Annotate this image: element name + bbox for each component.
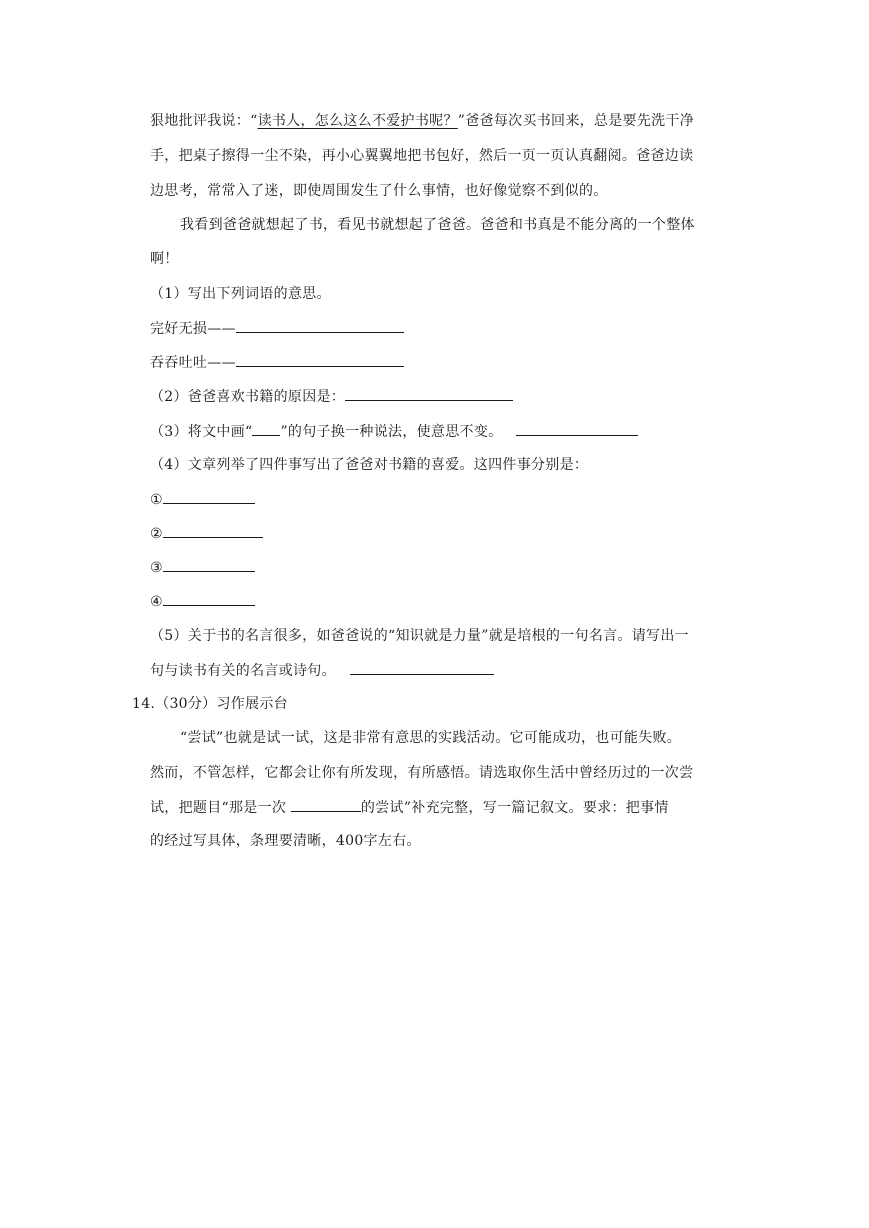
question-2	[150, 386, 513, 407]
question-1: （1）写出下列词语的意思。	[150, 286, 331, 302]
question-text: 试，把题目“那是一次	[150, 800, 291, 816]
question-3	[150, 421, 638, 442]
passage-line-4: 我看到爸爸就想起了书，看见书就想起了爸爸。爸爸和书真是不能分离的一个整体	[180, 217, 695, 233]
answer-blank[interactable]	[345, 386, 513, 401]
answer-blank[interactable]	[350, 660, 494, 675]
term-label: 完好无损——	[150, 321, 236, 337]
question-5-line-2	[150, 660, 494, 681]
underline-mark	[252, 425, 280, 436]
answer-blank[interactable]	[516, 421, 638, 436]
question-4-item-1	[150, 489, 255, 510]
answer-blank[interactable]	[236, 352, 404, 367]
question-1-a	[150, 318, 404, 339]
question-text: 的尝试”补充完整，写一篇记叙文。要求：把事情	[360, 800, 669, 816]
question-14-line-1: “尝试”也就是试一试，这是非常有意思的实践活动。它可能成功，也可能失败。	[180, 730, 682, 746]
question-4-item-4	[150, 591, 255, 612]
question-4-item-2	[150, 523, 263, 544]
question-1-b	[150, 352, 404, 373]
question-text: （3）将文中画“	[150, 424, 253, 440]
passage-text: ”爸爸每次买书回来，总是要先洗干净	[457, 113, 695, 129]
question-5-line-1: （5）关于书的名言很多，如爸爸说的“知识就是力量”就是培根的一句名言。请写出一	[150, 628, 689, 644]
passage-line-5: 啊！	[150, 251, 179, 267]
question-14-line-2: 然而，不管怎样，它都会让你有所发现，有所感悟。请选取你生活中曾经历过的一次尝	[150, 765, 694, 781]
question-14-title: 14.（30分）习作展示台	[132, 696, 288, 712]
answer-blank[interactable]	[163, 489, 255, 504]
item-number: ②	[150, 526, 163, 542]
passage-line-1	[150, 111, 694, 131]
answer-blank[interactable]	[163, 591, 255, 606]
passage-text: 狠地批评我说：“	[150, 113, 258, 129]
item-number: ④	[150, 594, 163, 610]
title-blank[interactable]	[291, 797, 361, 812]
question-4-item-3	[150, 557, 255, 578]
question-text: ”的句子换一种说法，使意思不变。	[280, 424, 503, 440]
underlined-sentence: 读书人，怎么这么不爱护书呢？	[257, 113, 458, 129]
question-14-line-4: 的经过写具体，条理要清晰，400字左右。	[150, 833, 421, 849]
answer-blank[interactable]	[163, 523, 263, 538]
question-text: （2）爸爸喜欢书籍的原因是：	[150, 389, 346, 405]
question-text: 句与读书有关的名言或诗句。	[150, 663, 336, 679]
passage-line-2: 手，把桌子擦得一尘不染，再小心翼翼地把书包好，然后一页一页认真翻阅。爸爸边读	[150, 148, 694, 164]
question-4: （4）文章列举了四件事写出了爸爸对书籍的喜爱。这四件事分别是：	[150, 457, 589, 473]
answer-blank[interactable]	[163, 557, 255, 572]
item-number: ①	[150, 492, 163, 508]
passage-line-3: 边思考，常常入了迷，即使周围发生了什么事情，也好像觉察不到似的。	[150, 183, 608, 199]
question-14-line-3	[150, 797, 669, 818]
term-label: 吞吞吐吐——	[150, 355, 236, 371]
answer-blank[interactable]	[236, 318, 404, 333]
item-number: ③	[150, 560, 163, 576]
